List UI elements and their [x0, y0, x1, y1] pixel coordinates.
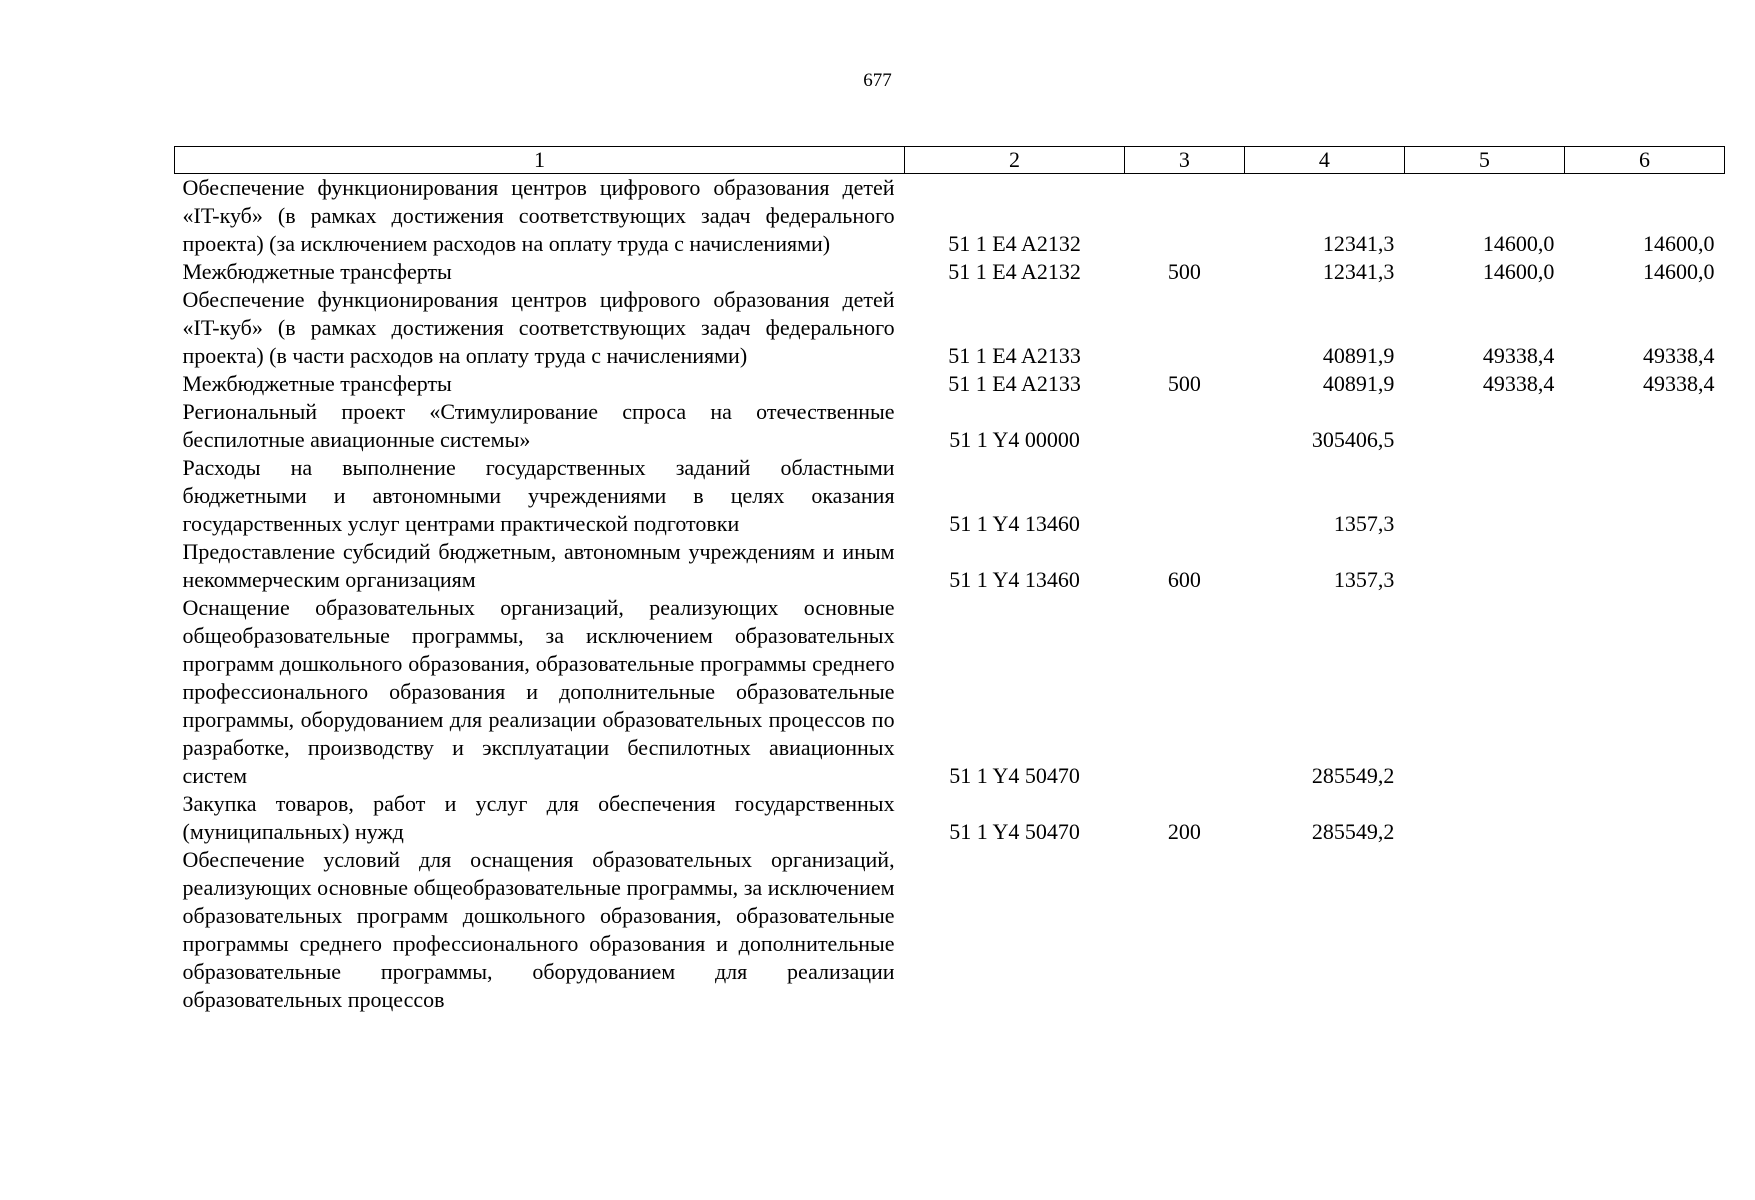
row-name: Межбюджетные трансферты — [182, 371, 452, 396]
row-name: Оснащение образовательных организаций, реализующих основные общеобразовательные программы, за исключением образовательных программ дошкольного образования, образовательные программы среднего профессионального образования и дополнительные образовательные программы, оборудованием для реализации образовательных процессов по разработке, производству и эксплуатации беспилотных авиационных систем — [182, 595, 895, 788]
row-value-col4: 40891,9 — [1322, 371, 1395, 396]
table-row — [175, 286, 1725, 370]
row-value-col5 — [1404, 538, 1564, 594]
row-value-col6: 14600,0 — [1643, 259, 1715, 284]
row-expense-type — [1125, 846, 1245, 1014]
row-value-col6: 49338,4 — [1643, 371, 1715, 396]
row-value-col5 — [1404, 398, 1564, 454]
row-value-col4: 12341,3 — [1322, 259, 1395, 284]
row-expense-type — [1125, 398, 1245, 454]
row-value-col5 — [1404, 846, 1564, 1014]
row-code — [905, 846, 1125, 1014]
row-expense-type — [1125, 594, 1245, 790]
row-value-col6 — [1564, 454, 1724, 538]
header-col-3: 3 — [1125, 147, 1245, 174]
row-name: Обеспечение функционирования центров цифрового образования детей «IT-куб» (в рамках достижения соответствующих задач федерального проекта) (в части расходов на оплату труда с начислениями) — [182, 287, 895, 368]
row-code: 51 1 Y4 50470 — [949, 819, 1080, 844]
row-code: 51 1 E4 A2132 — [948, 231, 1081, 256]
table-body — [175, 174, 1725, 1015]
row-code: 51 1 E4 A2132 — [948, 259, 1081, 284]
row-value-col6 — [1564, 790, 1724, 846]
table-row — [175, 538, 1725, 594]
row-value-col4: 40891,9 — [1322, 343, 1395, 368]
row-value-col6: 49338,4 — [1643, 343, 1715, 368]
header-col-1: 1 — [175, 147, 905, 174]
row-value-col5 — [1404, 594, 1564, 790]
row-value-col5 — [1404, 790, 1564, 846]
header-col-2: 2 — [905, 147, 1125, 174]
row-value-col4: 285549,2 — [1311, 819, 1395, 844]
row-name: Обеспечение функционирования центров цифрового образования детей «IT-куб» (в рамках достижения соответствующих задач федерального проекта) (за исключением расходов на оплату труда с начислениями) — [182, 175, 895, 256]
row-value-col5 — [1404, 454, 1564, 538]
row-expense-type — [1125, 286, 1245, 370]
row-value-col6 — [1564, 538, 1724, 594]
row-value-col4 — [1244, 846, 1404, 1014]
row-expense-type: 500 — [1167, 371, 1201, 396]
budget-table — [174, 146, 1725, 1014]
page-number: 677 — [863, 70, 892, 91]
row-name: Межбюджетные трансферты — [182, 259, 452, 284]
row-code: 51 1 Y4 50470 — [949, 763, 1080, 788]
header-row — [175, 147, 1725, 174]
row-value-col5: 14600,0 — [1482, 231, 1555, 256]
row-code: 51 1 E4 A2133 — [948, 371, 1081, 396]
header-col-4: 4 — [1244, 147, 1404, 174]
row-code: 51 1 Y4 13460 — [949, 511, 1080, 536]
row-value-col4: 285549,2 — [1311, 763, 1395, 788]
row-value-col5: 49338,4 — [1482, 343, 1555, 368]
table-row — [175, 790, 1725, 846]
row-expense-type: 200 — [1167, 819, 1201, 844]
row-value-col4: 12341,3 — [1322, 231, 1395, 256]
table-row — [175, 370, 1725, 398]
row-value-col6 — [1564, 594, 1724, 790]
table-header — [175, 147, 1725, 174]
table-row — [175, 454, 1725, 538]
row-expense-type — [1125, 454, 1245, 538]
row-value-col6 — [1564, 846, 1724, 1014]
row-name: Расходы на выполнение государственных заданий областными бюджетными и автономными учреждениями в целях оказания государственных услуг центрами практической подготовки — [182, 455, 895, 536]
row-value-col4: 1357,3 — [1333, 511, 1395, 536]
table-row — [175, 846, 1725, 1014]
row-name: Закупка товаров, работ и услуг для обеспечения государственных (муниципальных) нужд — [182, 791, 895, 844]
row-value-col6: 14600,0 — [1643, 231, 1715, 256]
header-col-6: 6 — [1564, 147, 1724, 174]
row-code: 51 1 E4 A2133 — [948, 343, 1081, 368]
row-expense-type — [1125, 174, 1245, 259]
row-name: Предоставление субсидий бюджетным, автономным учреждениям и иным некоммерческим организациям — [182, 539, 895, 592]
row-value-col5: 49338,4 — [1482, 371, 1555, 396]
row-code: 51 1 Y4 00000 — [949, 427, 1080, 452]
row-expense-type: 600 — [1167, 567, 1201, 592]
table-row — [175, 174, 1725, 259]
row-value-col4: 1357,3 — [1333, 567, 1395, 592]
row-name: Обеспечение условий для оснащения образовательных организаций, реализующих основные общеобразовательные программы, за исключением образовательных программ дошкольного образования, образовательные программы среднего профессионального образования и дополнительные образовательные программы, оборудованием для реализации образовательных процессов — [182, 847, 895, 1012]
header-col-5: 5 — [1404, 147, 1564, 174]
table-row — [175, 258, 1725, 286]
row-expense-type: 500 — [1167, 259, 1201, 284]
table-row — [175, 398, 1725, 454]
table-row — [175, 594, 1725, 790]
row-value-col6 — [1564, 398, 1724, 454]
row-name: Региональный проект «Стимулирование спроса на отечественные беспилотные авиационные системы» — [182, 399, 895, 452]
row-value-col4: 305406,5 — [1311, 427, 1395, 452]
row-value-col5: 14600,0 — [1482, 259, 1555, 284]
row-code: 51 1 Y4 13460 — [949, 567, 1080, 592]
